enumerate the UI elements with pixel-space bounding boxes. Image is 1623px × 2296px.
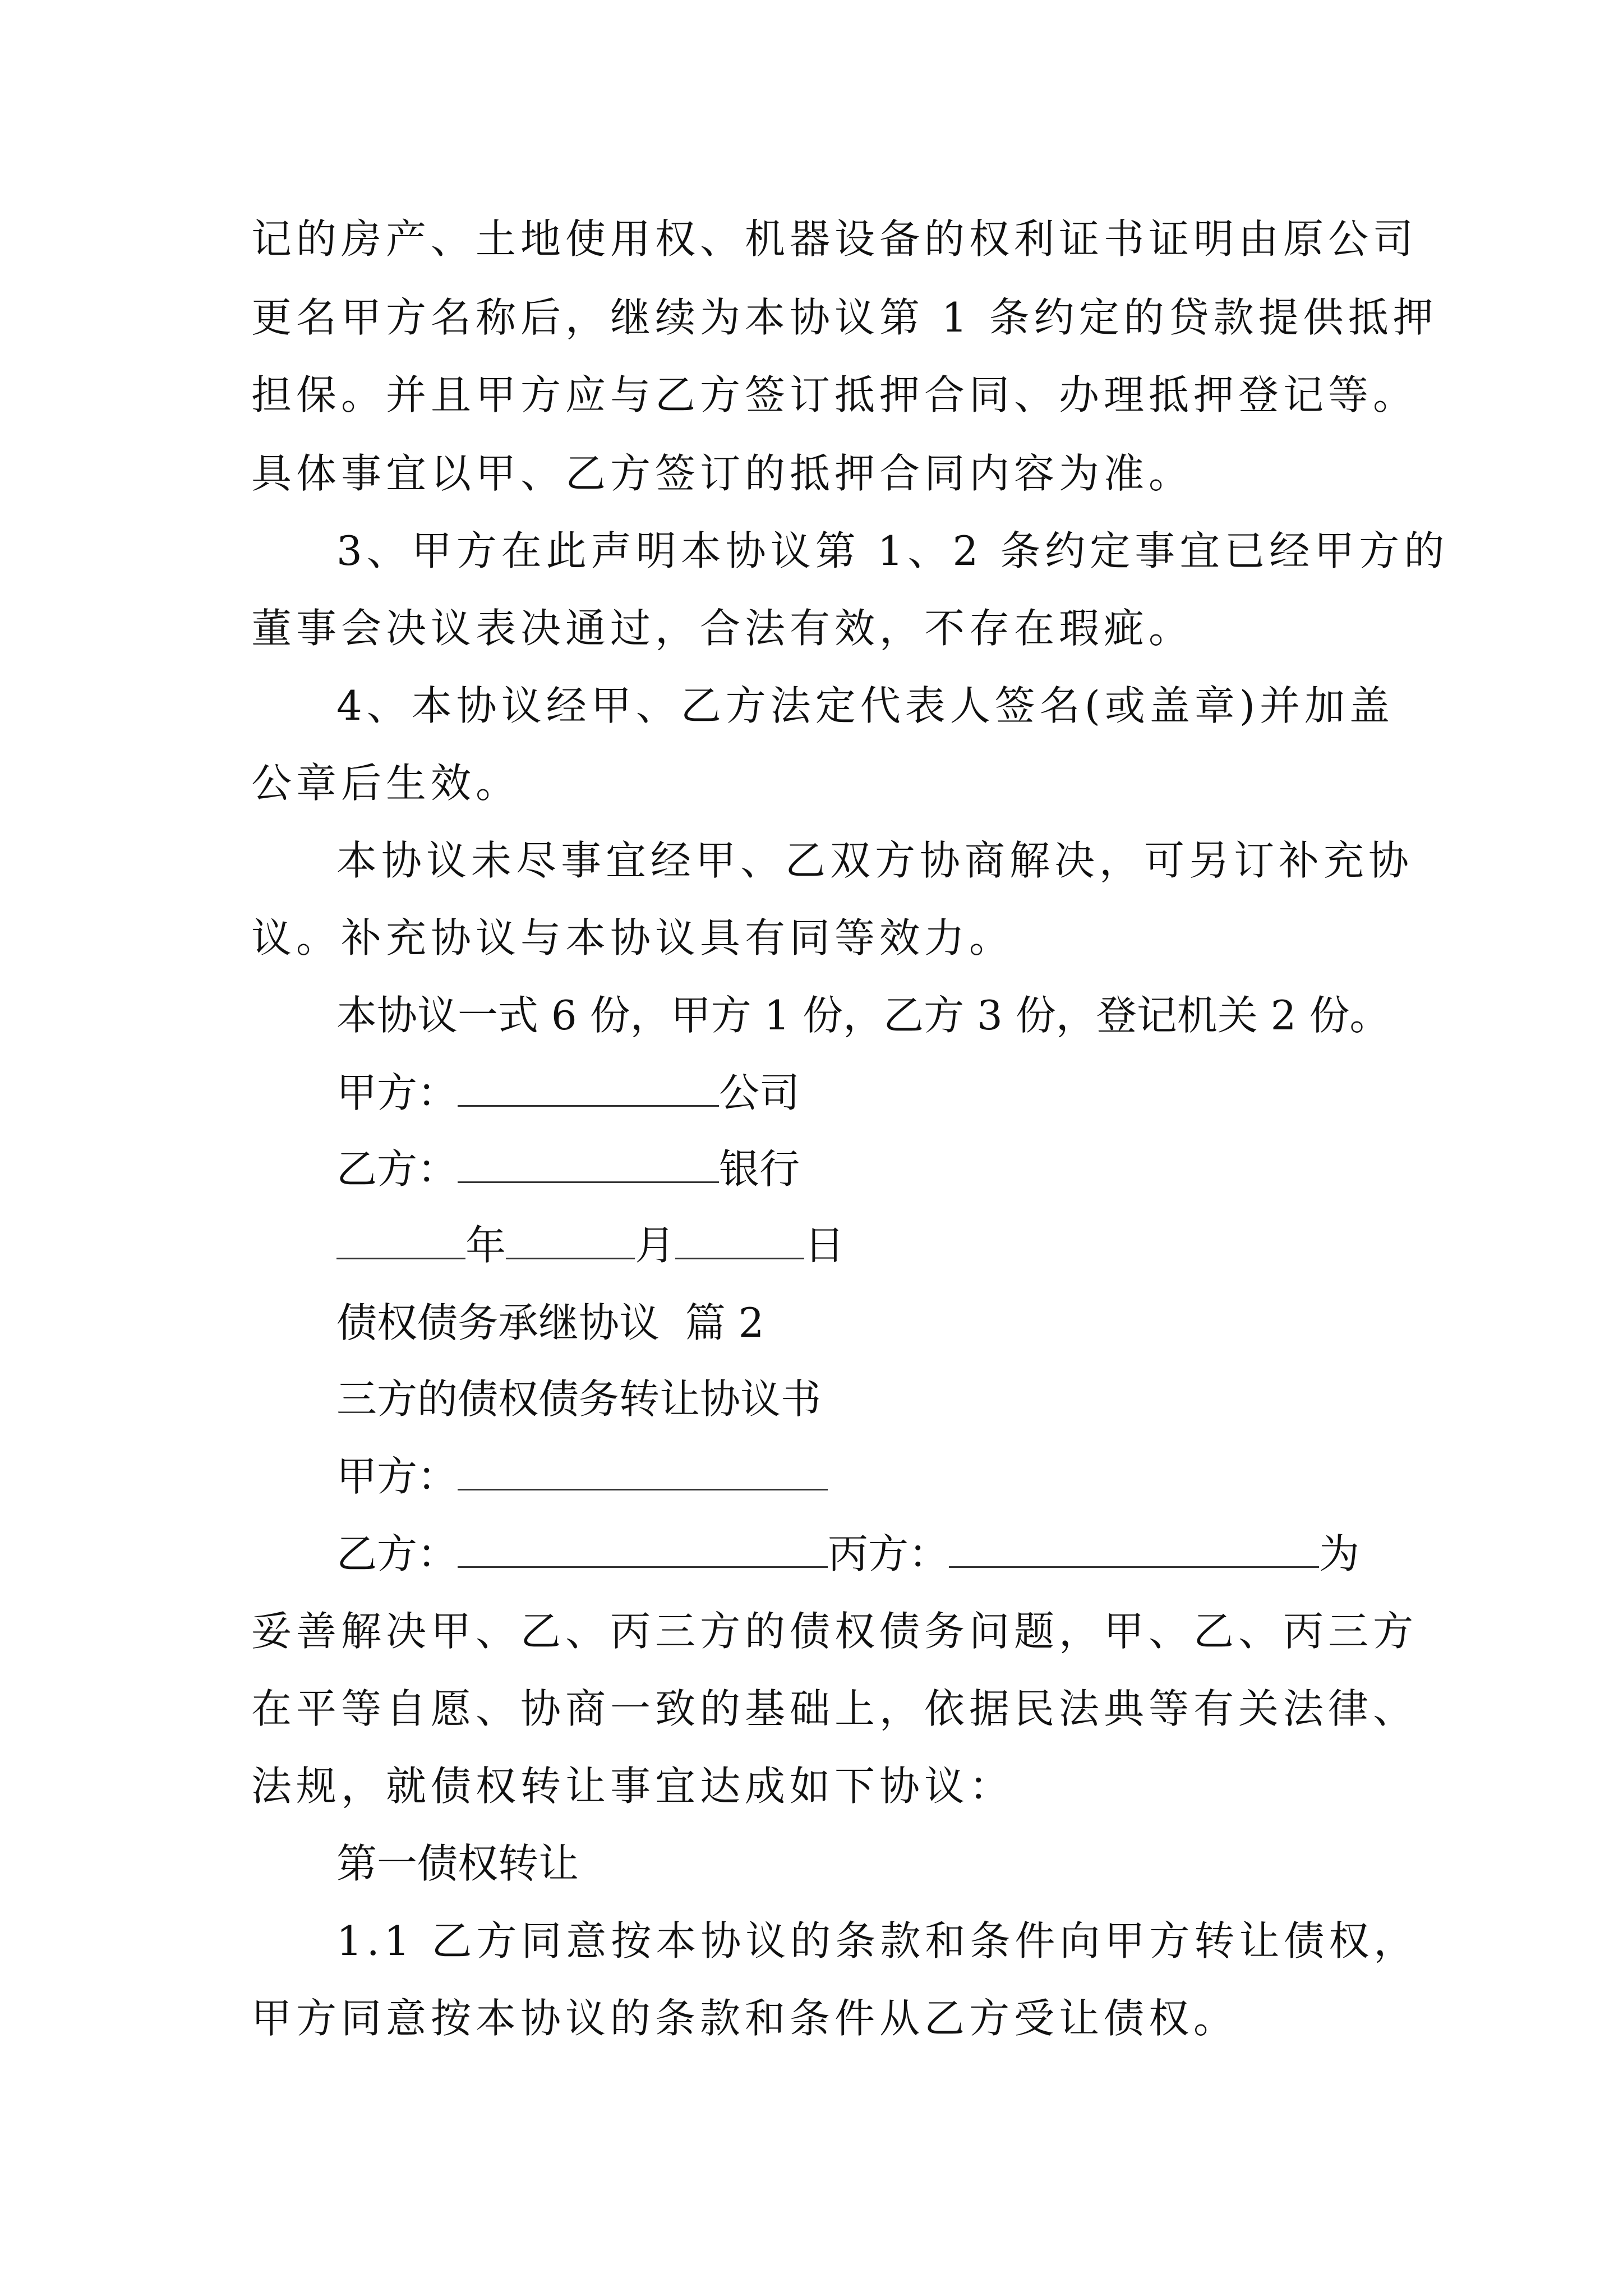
- paragraph-line: 记的房产、土地使用权、机器设备的权利证书证明由原公司: [251, 215, 1418, 263]
- party-a-blank: [458, 1070, 719, 1107]
- year-blank: [336, 1223, 465, 1259]
- party-b-blank: [458, 1147, 719, 1183]
- day-blank: [675, 1223, 804, 1259]
- paragraph-line: 更名甲方名称后，继续为本协议第 1 条约定的贷款提供抵押: [251, 294, 1438, 341]
- section2-party-a-line: [336, 1450, 828, 1503]
- paragraph-line: 4、本协议经甲、乙方法定代表人签名(或盖章)并加盖: [336, 682, 1394, 729]
- paragraph-line: 董事会决议表决通过，合法有效，不存在瑕疵。: [251, 605, 1194, 652]
- paragraph-line: 在平等自愿、协商一致的基础上，依据民法典等有关法律、: [251, 1685, 1418, 1732]
- paragraph-line: 本协议一式 6 份，甲方 1 份，乙方 3 份，登记机关 2 份。: [336, 992, 1390, 1039]
- party-a-signature-line: [336, 1066, 800, 1120]
- party-a-blank: [458, 1454, 828, 1490]
- paragraph-line: 议。补充协议与本协议具有同等效力。: [251, 914, 1015, 961]
- article-title: 第一债权转让: [336, 1840, 579, 1887]
- day-label: 日: [804, 1222, 845, 1269]
- section2-party-b-c-line: [336, 1527, 1359, 1581]
- wei-text: 为: [1319, 1530, 1360, 1577]
- document-subtitle: 三方的债权债务转让协议书: [336, 1375, 822, 1423]
- party-b-label: 乙方：: [336, 1530, 458, 1577]
- month-blank: [506, 1223, 635, 1259]
- paragraph-line: 具体事宜以甲、乙方签订的抵押合同内容为准。: [251, 450, 1194, 497]
- paragraph-line: 公章后生效。: [251, 760, 521, 807]
- paragraph-line: 妥善解决甲、乙、丙三方的债权债务问题，甲、乙、丙三方: [251, 1608, 1418, 1655]
- section-heading: 债权债务承继协议 篇 2: [336, 1299, 764, 1346]
- paragraph-line: 法规，就债权转让事宜达成如下协议：: [251, 1763, 1015, 1810]
- party-a-suffix: 公司: [719, 1069, 800, 1116]
- party-a-label: 甲方：: [336, 1453, 458, 1500]
- paragraph-line: 甲方同意按本协议的条款和条件从乙方受让债权。: [251, 1995, 1239, 2042]
- paragraph-line: 1.1 乙方同意按本协议的条款和条件向甲方转让债权，: [336, 1917, 1419, 1964]
- date-line: [336, 1218, 845, 1272]
- month-label: 月: [635, 1222, 676, 1269]
- party-b-label: 乙方：: [336, 1145, 458, 1193]
- year-label: 年: [465, 1222, 506, 1269]
- party-b-suffix: 银行: [719, 1145, 800, 1193]
- party-c-label: 丙方：: [828, 1530, 949, 1577]
- party-a-label: 甲方：: [336, 1069, 458, 1116]
- paragraph-line: 3、甲方在此声明本协议第 1、2 条约定事宜已经甲方的: [336, 527, 1449, 574]
- party-c-blank: [949, 1531, 1319, 1568]
- party-b-signature-line: [336, 1142, 800, 1196]
- paragraph-line: 本协议未尽事宜经甲、乙双方协商解决，可另订补充协: [336, 837, 1414, 884]
- paragraph-line: 担保。并且甲方应与乙方签订抵押合同、办理抵押登记等。: [251, 371, 1418, 418]
- party-b-blank: [458, 1531, 828, 1568]
